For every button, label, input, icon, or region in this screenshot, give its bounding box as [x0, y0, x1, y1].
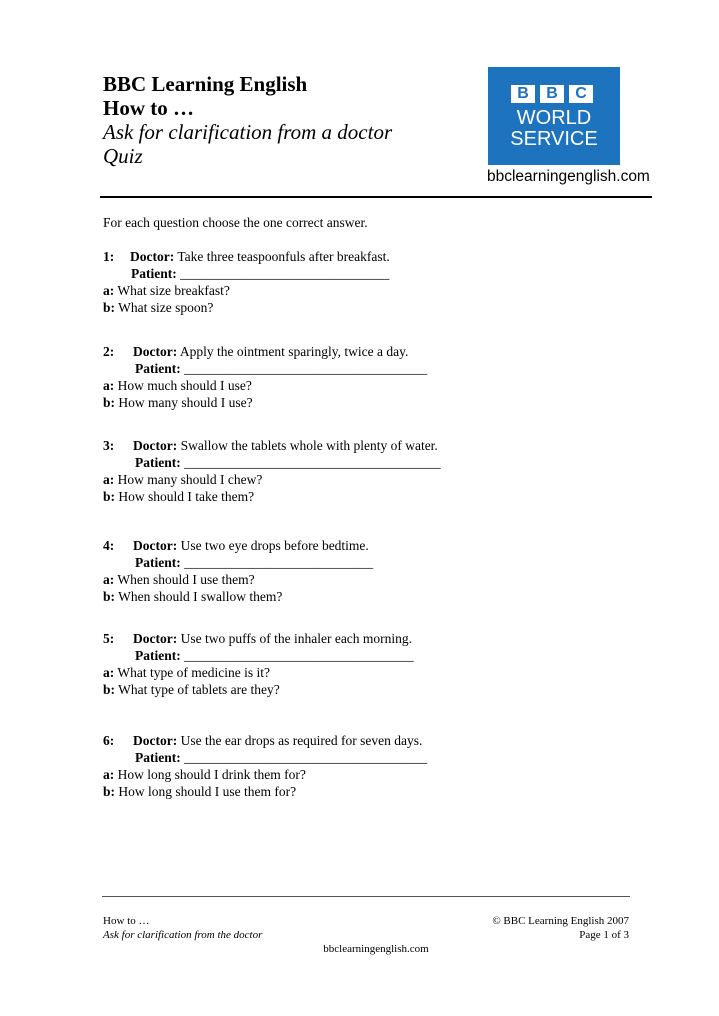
question-4	[103, 537, 663, 605]
option-b-text: When should I swallow them?	[118, 589, 283, 604]
patient-label: Patient:	[135, 361, 181, 376]
question-number: 5:	[103, 631, 115, 646]
question-5	[103, 630, 663, 698]
doctor-text: Use the ear drops as required for seven days.	[180, 733, 423, 748]
header-how-to: How to …	[103, 96, 194, 120]
option-a-text: What type of medicine is it?	[117, 665, 270, 680]
footer-divider	[102, 896, 630, 897]
patient-label: Patient:	[135, 555, 181, 570]
answer-blank: ____________________________________	[184, 361, 428, 376]
footer-page-number: Page 1 of 3	[579, 929, 629, 941]
option-b-label: b:	[103, 589, 116, 604]
doctor-label: Doctor:	[133, 438, 178, 453]
doctor-label: Doctor:	[133, 538, 178, 553]
patient-label: Patient:	[135, 648, 181, 663]
header-title: BBC Learning English	[103, 72, 308, 96]
question-number: 2:	[103, 344, 115, 359]
logo-service: SERVICE	[510, 128, 598, 150]
footer-how-to: How to …	[103, 915, 150, 927]
option-b-label: b:	[103, 489, 116, 504]
header-topic: Ask for clarification from a doctor	[103, 120, 393, 144]
logo-world: WORLD	[516, 107, 592, 129]
option-b-label: b:	[103, 300, 116, 315]
doctor-text: Use two puffs of the inhaler each morning.	[180, 631, 413, 646]
doctor-label: Doctor:	[133, 631, 178, 646]
option-b-text: What size spoon?	[118, 300, 214, 315]
question-number: 4:	[103, 538, 115, 553]
option-a-label: a:	[103, 283, 115, 298]
question-2	[103, 343, 663, 411]
footer-url: bbclearningenglish.com	[323, 943, 429, 955]
option-a-text: How long should I drink them for?	[117, 767, 306, 782]
answer-blank: __________________________________	[184, 648, 414, 663]
bbc-world-service-logo	[487, 67, 649, 187]
option-b-text: How many should I use?	[118, 395, 253, 410]
option-a-text: How many should I chew?	[117, 472, 263, 487]
question-6	[103, 732, 663, 800]
option-a-label: a:	[103, 472, 115, 487]
doctor-text: Swallow the tablets whole with plenty of water.	[180, 438, 438, 453]
option-b-label: b:	[103, 395, 116, 410]
bbc-block-b2: B	[540, 85, 564, 103]
doctor-text: Apply the ointment sparingly, twice a day.	[179, 344, 409, 359]
option-b-text: How long should I use them for?	[118, 784, 297, 799]
question-3	[103, 437, 663, 505]
option-b-label: b:	[103, 682, 116, 697]
option-b-label: b:	[103, 784, 116, 799]
question-number: 3:	[103, 438, 115, 453]
option-a-label: a:	[103, 767, 115, 782]
doctor-text: Take three teaspoonfuls after breakfast.	[177, 249, 390, 264]
option-a-text: What size breakfast?	[117, 283, 230, 298]
footer-copyright: © BBC Learning English 2007	[492, 915, 629, 927]
option-b-text: What type of tablets are they?	[118, 682, 280, 697]
answer-blank: _______________________________	[180, 266, 390, 281]
doctor-label: Doctor:	[133, 733, 178, 748]
instructions: For each question choose the one correct answer.	[103, 215, 368, 230]
option-b-text: How should I take them?	[118, 489, 255, 504]
option-a-label: a:	[103, 665, 115, 680]
answer-blank: ____________________________________	[184, 750, 428, 765]
option-a-text: When should I use them?	[117, 572, 255, 587]
answer-blank: ______________________________________	[184, 455, 441, 470]
doctor-label: Doctor:	[130, 249, 175, 264]
doctor-label: Doctor:	[133, 344, 178, 359]
option-a-label: a:	[103, 572, 115, 587]
logo-blue-box	[488, 67, 620, 165]
header-divider	[100, 196, 652, 198]
bbc-block-b1: B	[511, 85, 535, 103]
option-a-text: How much should I use?	[117, 378, 252, 393]
question-1	[103, 248, 663, 316]
document-header	[103, 72, 463, 168]
bbc-block-c: C	[569, 85, 593, 103]
logo-url: bbclearningenglish.com	[487, 168, 650, 185]
doctor-text: Use two eye drops before bedtime.	[180, 538, 369, 553]
patient-label: Patient:	[131, 266, 177, 281]
option-a-label: a:	[103, 378, 115, 393]
header-quiz: Quiz	[103, 144, 143, 168]
patient-label: Patient:	[135, 455, 181, 470]
answer-blank: ____________________________	[184, 555, 374, 570]
question-number: 6:	[103, 733, 115, 748]
footer-topic: Ask for clarification from the doctor	[103, 929, 263, 941]
patient-label: Patient:	[135, 750, 181, 765]
question-number: 1:	[103, 249, 115, 264]
bbc-blocks	[511, 85, 593, 103]
